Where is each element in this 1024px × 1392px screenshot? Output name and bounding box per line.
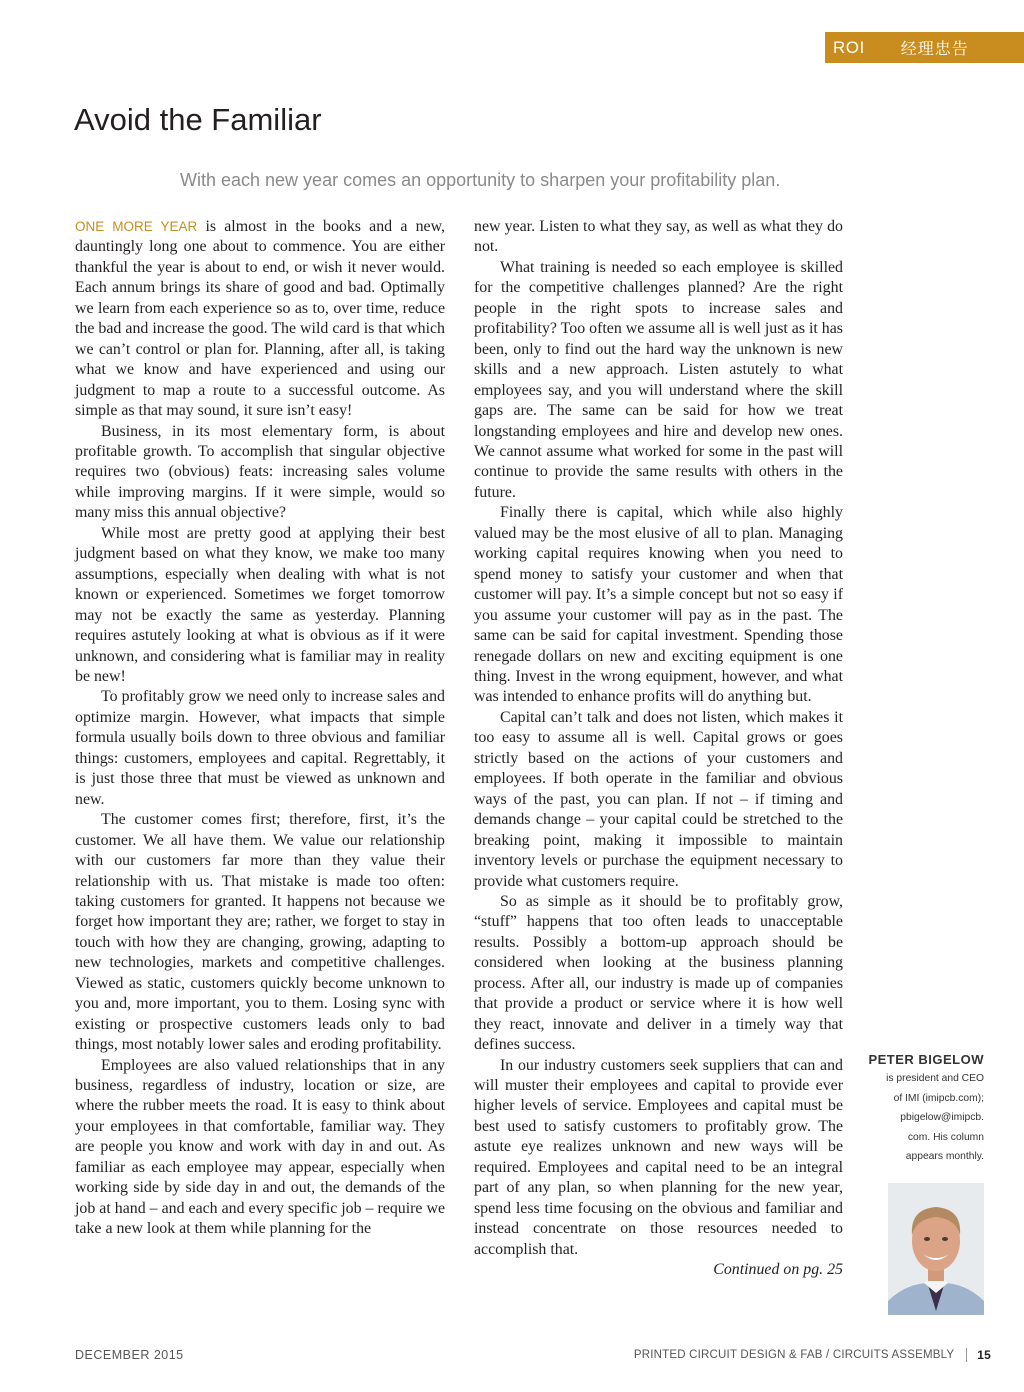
paragraph: Employees are also valued relationships that in any business, regardless of industry, location or size, are where the rubber meets the road. It is easy to think about your employees in that comfortable, familiar way. They are people you know and work with day in and out. As familiar as each employee may appear, especially when working side by side day in and out, the demands of the job at hand – and each and every specific job – require we take a new look at them while planning for the <box>75 1056 445 1238</box>
paragraph: So as simple as it should be to profitably grow, “stuff” happens that too often leads to unacceptable results. Possibly a bottom-up approach should be considered when looking at the business planning process. After all, our industry is made up of companies that provide a product or service where it is how well they react, innovate and deliver in a timely way that defines success. <box>474 892 843 1054</box>
paragraph-text: is almost in the books and a new, dauntingly long one about to commence. You are either thankful the year is about to end, or wish it never would. Each annum brings its share of good and bad. Optimally we learn from each experience so as to, over time, reduce the bad and increase the good. The wild card is that which we can’t control or plan for. Planning, after all, is taking what we know and have experienced and using our judgment to map a route to a successful outcome. As simple as that may sound, it sure isn’t easy! <box>75 218 446 420</box>
author-portrait-icon <box>888 1183 984 1315</box>
paragraph: While most are pretty good at applying their best judgment based on what they know, we make too many assumptions, especially when dealing with what is not known or experienced. Sometimes we forget tomorrow may not be exactly the same as yesterday. Planning requires astutely looking at what is obvious as if it were unknown, and considering what is familiar may in reality be new! <box>75 524 445 685</box>
continued-note: Continued on pg. 25 <box>713 1261 843 1279</box>
bio-line: appears monthly. <box>905 1151 984 1162</box>
article-title: Avoid the Familiar <box>74 102 322 137</box>
author-bio <box>864 1052 984 1167</box>
paragraph: The customer comes first; therefore, first, it’s the customer. We all have them. We value our relationship with our customers far more than they value their relationship with us. That mistake is made too often: taking customers for granted. It happens not because we forget how important they are; rather, we forget to stay in touch with how they are changing, growing, adapting to new technologies, markets and competitive challenges. Viewed as static, customers quickly become unknown to you and, more important, you to them. Losing sync with existing or prospective customers leads only to bad things, most notably lower sales and eroding profitability. <box>75 811 445 1054</box>
article-column-1 <box>75 217 445 1240</box>
paragraph: In our industry customers seek suppliers that can and will muster their employees and capital to provide ever higher levels of service. Employees and capital must be best used to satisfy customers to profitably grow. The astute eye realizes unknown and new ways will be required. Employees and capital need to be an integral part of any plan, so when planning for the new year, spend less time focusing on the obvious and familiar and instead concentrate on those resources needed to accomplish that. <box>474 1056 843 1258</box>
paragraph: Business, in its most elementary form, is about profitable growth. To accomplish that singular objective requires two (obvious) feats: increasing sales volume while improving margins. If it were simple, would so many miss this annual objective? <box>75 422 445 522</box>
author-name: PETER BIGELOW <box>868 1052 984 1067</box>
footer-publication <box>634 1348 991 1362</box>
paragraph: Finally there is capital, which while also highly valued may be the most elusive of all to plan. Managing working capital requires knowing when you need to spend money to satisfy your customer and when that customer will pay. It’s a simple concept but not so easy if you assume your customer will pay as in the past. The same can be said for capital investment. Spending those renegade dollars on new and exciting equipment is one thing. Invest in the wrong equipment, however, and what was intended to enhance profits will do anything but. <box>474 504 843 706</box>
paragraph: What training is needed so each employee is skilled for the competitive challenges planned? Are the right people in the right spots to increase sales and profitability? Too often we assume all is well just as it has been, only to find out the hard way the unknown is new skills and a new approach. Listen astutely to what employees say, and you will understand where the skill gaps are. The same can be said for how we treat longstanding employees and hire and develop new ones. We cannot assume what worked for some in the past will continue to provide the same results with others in the future. <box>474 258 843 501</box>
publication-name: PRINTED CIRCUIT DESIGN & FAB / CIRCUITS ASSEMBLY <box>633 1349 955 1361</box>
article-subtitle: With each new year comes an opportunity to sharpen your profitability plan. <box>180 170 781 190</box>
bio-line: is president and CEO <box>886 1073 984 1084</box>
author-description <box>864 1069 984 1167</box>
page-number: 15 <box>977 1348 991 1362</box>
lead-in: ONE MORE YEAR <box>75 219 198 234</box>
paragraph: Capital can’t talk and does not listen, which makes it too easy to assume all is well. Capital grows or goes strictly based on the actions of your customers and employees. If both operate in the familiar and obvious ways of the past, you can plan. If not – if timing and demands change – your capital could be stretched to the breaking point, making it impossible to maintain inventory levels or purchase the equipment necessary to provide what customers require. <box>474 708 843 890</box>
column-name-chinese: 经理忠告 <box>900 39 969 58</box>
article-column-2 <box>474 217 843 1281</box>
paragraph <box>75 217 445 422</box>
bio-line: com. His column <box>907 1131 984 1143</box>
paragraph: To profitably grow we need only to increase sales and optimize margin. However, what impacts that simple formula usually boils down to three obvious and familiar things: customers, employees and capital. Regrettably, it is just those three that must be viewed as unknown and new. <box>75 688 445 808</box>
bio-line: pbigelow@imipcb. <box>900 1112 984 1123</box>
footer-divider <box>966 1348 967 1362</box>
author-photo <box>888 1183 984 1315</box>
paragraph: new year. Listen to what they say, as well as what they do not. <box>474 218 843 256</box>
issue-date: DECEMBER 2015 <box>75 1348 184 1362</box>
section-tab <box>825 32 1024 63</box>
bio-line: of IMI (imipcb.com); <box>893 1092 984 1104</box>
section-label: ROI <box>833 37 865 57</box>
